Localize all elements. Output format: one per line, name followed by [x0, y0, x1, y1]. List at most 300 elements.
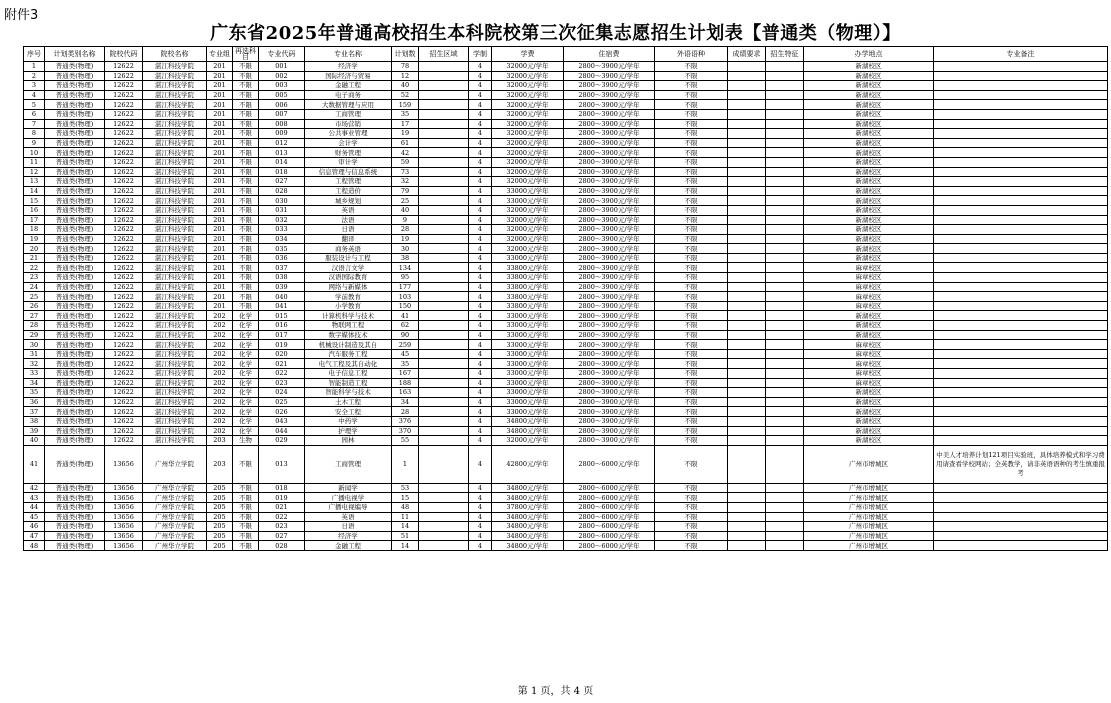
- table-cell: 202: [207, 388, 233, 398]
- table-cell: 11: [392, 512, 419, 522]
- table-cell: 普通类(物理): [45, 196, 105, 206]
- table-cell: [934, 369, 1108, 379]
- table-cell: [766, 253, 804, 263]
- table-cell: 205: [207, 493, 233, 503]
- table-cell: 不限: [233, 253, 259, 263]
- table-cell: 广州市增城区: [804, 502, 934, 512]
- table-cell: 普通类(物理): [45, 215, 105, 225]
- table-cell: 33000元/学年: [492, 321, 564, 331]
- table-row: [24, 416, 1108, 426]
- table-cell: 38: [392, 253, 419, 263]
- table-cell: 广州市增城区: [804, 531, 934, 541]
- table-row: [24, 253, 1108, 263]
- table-cell: 4: [24, 90, 45, 100]
- table-cell: 33000元/学年: [492, 407, 564, 417]
- table-cell: 不限: [655, 426, 728, 436]
- table-cell: 化学: [233, 349, 259, 359]
- table-cell: [934, 138, 1108, 148]
- table-cell: [766, 177, 804, 187]
- table-cell: 湛江科技学院: [143, 109, 207, 119]
- table-cell: 不限: [655, 378, 728, 388]
- table-cell: 普通类(物理): [45, 311, 105, 321]
- table-row: [24, 531, 1108, 541]
- table-cell: 2800～3900元/学年: [564, 407, 655, 417]
- table-cell: [934, 522, 1108, 532]
- table-cell: 普通类(物理): [45, 407, 105, 417]
- table-cell: 205: [207, 502, 233, 512]
- table-cell: 2800～3900元/学年: [564, 321, 655, 331]
- table-cell: 2800～3900元/学年: [564, 138, 655, 148]
- table-cell: 33800元/学年: [492, 263, 564, 273]
- table-cell: 汉语国际教育: [305, 273, 392, 283]
- column-header: 计划类别名称: [45, 47, 105, 62]
- table-cell: 202: [207, 349, 233, 359]
- table-cell: 28: [392, 407, 419, 417]
- table-cell: 普通类(物理): [45, 522, 105, 532]
- table-cell: 湛江科技学院: [143, 436, 207, 446]
- table-cell: 新湖校区: [804, 215, 934, 225]
- table-cell: 4: [469, 359, 492, 369]
- table-row: [24, 81, 1108, 91]
- table-cell: 34800元/学年: [492, 493, 564, 503]
- table-cell: 12622: [105, 292, 143, 302]
- table-cell: 不限: [655, 340, 728, 350]
- table-cell: [766, 330, 804, 340]
- table-cell: 不限: [233, 522, 259, 532]
- table-cell: [934, 90, 1108, 100]
- table-cell: 15: [24, 196, 45, 206]
- table-cell: 4: [469, 502, 492, 512]
- table-cell: 4: [469, 81, 492, 91]
- table-cell: 202: [207, 378, 233, 388]
- table-cell: 新湖校区: [804, 225, 934, 235]
- table-cell: 201: [207, 119, 233, 129]
- table-cell: [419, 502, 469, 512]
- table-cell: 新湖校区: [804, 90, 934, 100]
- table-cell: 007: [259, 109, 305, 119]
- table-cell: 麻章校区: [804, 292, 934, 302]
- table-cell: [766, 388, 804, 398]
- table-cell: 12622: [105, 273, 143, 283]
- table-cell: 32000元/学年: [492, 109, 564, 119]
- table-cell: 湛江科技学院: [143, 407, 207, 417]
- table-cell: 新湖校区: [804, 311, 934, 321]
- table-cell: 不限: [233, 225, 259, 235]
- table-cell: 12622: [105, 263, 143, 273]
- table-cell: 不限: [233, 512, 259, 522]
- table-cell: [766, 244, 804, 254]
- table-cell: 化学: [233, 416, 259, 426]
- table-cell: 湛江科技学院: [143, 263, 207, 273]
- table-cell: 4: [469, 541, 492, 551]
- table-cell: [766, 397, 804, 407]
- table-cell: 33800元/学年: [492, 292, 564, 302]
- table-cell: 新湖校区: [804, 119, 934, 129]
- table-cell: 2800～3900元/学年: [564, 378, 655, 388]
- table-cell: 普通类(物理): [45, 493, 105, 503]
- table-cell: [419, 311, 469, 321]
- table-cell: 普通类(物理): [45, 71, 105, 81]
- table-cell: 4: [469, 71, 492, 81]
- table-cell: 普通类(物理): [45, 397, 105, 407]
- table-cell: [934, 71, 1108, 81]
- table-cell: 14: [392, 522, 419, 532]
- table-cell: 12622: [105, 109, 143, 119]
- table-cell: 园林: [305, 436, 392, 446]
- table-cell: 不限: [233, 205, 259, 215]
- table-cell: [766, 292, 804, 302]
- table-cell: 177: [392, 282, 419, 292]
- table-cell: 018: [259, 167, 305, 177]
- table-cell: 2800～3900元/学年: [564, 129, 655, 139]
- table-cell: 普通类(物理): [45, 340, 105, 350]
- table-cell: [934, 244, 1108, 254]
- table-cell: 25: [392, 196, 419, 206]
- table-cell: 新湖校区: [804, 234, 934, 244]
- table-cell: 17: [392, 119, 419, 129]
- table-cell: [934, 119, 1108, 129]
- table-cell: 不限: [655, 301, 728, 311]
- table-cell: [419, 205, 469, 215]
- table-cell: 16: [24, 205, 45, 215]
- table-cell: 广州市增城区: [804, 445, 934, 483]
- table-cell: 201: [207, 273, 233, 283]
- table-row: [24, 436, 1108, 446]
- table-cell: 4: [469, 119, 492, 129]
- table-cell: [728, 292, 766, 302]
- table-cell: 湛江科技学院: [143, 186, 207, 196]
- table-cell: 普通类(物理): [45, 349, 105, 359]
- table-cell: 不限: [655, 196, 728, 206]
- table-cell: 32000元/学年: [492, 81, 564, 91]
- table-cell: 新湖校区: [804, 167, 934, 177]
- table-cell: 33000元/学年: [492, 311, 564, 321]
- table-cell: 12: [24, 167, 45, 177]
- table-cell: 34: [392, 397, 419, 407]
- table-cell: 28: [24, 321, 45, 331]
- table-cell: 不限: [233, 263, 259, 273]
- table-cell: 湛江科技学院: [143, 321, 207, 331]
- table-cell: 2800～3900元/学年: [564, 292, 655, 302]
- attachment-label: 附件3: [4, 8, 39, 23]
- table-cell: 普通类(物理): [45, 129, 105, 139]
- table-cell: 广州市增城区: [804, 522, 934, 532]
- table-cell: [728, 148, 766, 158]
- table-cell: 163: [392, 388, 419, 398]
- table-cell: 62: [392, 321, 419, 331]
- table-cell: 39: [24, 426, 45, 436]
- table-cell: 12622: [105, 177, 143, 187]
- table-cell: 4: [469, 436, 492, 446]
- table-cell: 湛江科技学院: [143, 90, 207, 100]
- table-cell: 33000元/学年: [492, 388, 564, 398]
- table-cell: 12622: [105, 186, 143, 196]
- table-cell: 52: [392, 90, 419, 100]
- table-cell: 1: [392, 445, 419, 483]
- table-cell: [934, 292, 1108, 302]
- table-cell: 201: [207, 177, 233, 187]
- table-row: [24, 340, 1108, 350]
- table-cell: 201: [207, 71, 233, 81]
- table-cell: 麻章校区: [804, 273, 934, 283]
- table-cell: 40: [24, 436, 45, 446]
- table-cell: 041: [259, 301, 305, 311]
- table-cell: 不限: [655, 167, 728, 177]
- column-header: 专业组: [207, 47, 233, 62]
- table-cell: 12622: [105, 196, 143, 206]
- table-cell: 34800元/学年: [492, 531, 564, 541]
- table-cell: [728, 416, 766, 426]
- table-cell: 201: [207, 244, 233, 254]
- table-cell: 不限: [233, 244, 259, 254]
- table-cell: 湛江科技学院: [143, 282, 207, 292]
- table-cell: 智能制造工程: [305, 378, 392, 388]
- table-cell: [766, 71, 804, 81]
- table-cell: 9: [24, 138, 45, 148]
- table-cell: 039: [259, 282, 305, 292]
- table-cell: 普通类(物理): [45, 225, 105, 235]
- table-cell: 新湖校区: [804, 62, 934, 72]
- table-cell: 32000元/学年: [492, 129, 564, 139]
- table-cell: 土木工程: [305, 397, 392, 407]
- table-cell: 12622: [105, 62, 143, 72]
- table-cell: 12: [392, 71, 419, 81]
- table-cell: [934, 301, 1108, 311]
- table-cell: [934, 282, 1108, 292]
- table-cell: 019: [259, 493, 305, 503]
- table-cell: 新湖校区: [804, 138, 934, 148]
- table-cell: 城乡规划: [305, 196, 392, 206]
- table-cell: 35: [392, 359, 419, 369]
- table-cell: 2800～3900元/学年: [564, 71, 655, 81]
- table-cell: 广州华立学院: [143, 531, 207, 541]
- table-cell: [766, 186, 804, 196]
- table-cell: [419, 407, 469, 417]
- table-row: [24, 330, 1108, 340]
- table-cell: [766, 62, 804, 72]
- table-cell: [934, 148, 1108, 158]
- table-cell: [934, 531, 1108, 541]
- table-cell: [766, 81, 804, 91]
- column-header: 计划数: [392, 47, 419, 62]
- table-cell: 2800～3900元/学年: [564, 349, 655, 359]
- table-cell: 普通类(物理): [45, 263, 105, 273]
- table-cell: 麻章校区: [804, 369, 934, 379]
- table-cell: 023: [259, 378, 305, 388]
- table-cell: 33800元/学年: [492, 301, 564, 311]
- table-cell: 32000元/学年: [492, 225, 564, 235]
- table-cell: 167: [392, 369, 419, 379]
- table-cell: 14: [392, 541, 419, 551]
- table-cell: 2800～6000元/学年: [564, 541, 655, 551]
- table-cell: 24: [24, 282, 45, 292]
- table-cell: 广州市增城区: [804, 512, 934, 522]
- table-cell: 23: [24, 273, 45, 283]
- table-cell: 19: [24, 234, 45, 244]
- table-cell: [728, 196, 766, 206]
- table-cell: 湛江科技学院: [143, 330, 207, 340]
- table-cell: [728, 369, 766, 379]
- table-row: [24, 311, 1108, 321]
- table-cell: 湛江科技学院: [143, 292, 207, 302]
- table-cell: 012: [259, 138, 305, 148]
- table-cell: 4: [469, 330, 492, 340]
- table-cell: 商务英语: [305, 244, 392, 254]
- column-header: 院校名称: [143, 47, 207, 62]
- table-cell: 2800～3900元/学年: [564, 109, 655, 119]
- table-cell: 018: [259, 483, 305, 493]
- table-cell: 市场营销: [305, 119, 392, 129]
- table-cell: 4: [469, 196, 492, 206]
- table-cell: 物联网工程: [305, 321, 392, 331]
- table-cell: [766, 273, 804, 283]
- table-cell: [728, 205, 766, 215]
- table-row: [24, 109, 1108, 119]
- column-header: 招生区域: [419, 47, 469, 62]
- table-cell: 4: [469, 234, 492, 244]
- table-cell: [934, 100, 1108, 110]
- table-cell: 10: [24, 148, 45, 158]
- table-cell: [728, 502, 766, 512]
- table-cell: 33000元/学年: [492, 186, 564, 196]
- table-cell: 42: [24, 483, 45, 493]
- table-row: [24, 388, 1108, 398]
- table-cell: 日语: [305, 522, 392, 532]
- table-cell: [728, 349, 766, 359]
- table-cell: 计算机科学与技术: [305, 311, 392, 321]
- table-cell: [419, 445, 469, 483]
- table-cell: 201: [207, 282, 233, 292]
- table-cell: 32000元/学年: [492, 119, 564, 129]
- table-cell: [934, 273, 1108, 283]
- table-cell: 4: [469, 426, 492, 436]
- table-cell: 不限: [233, 109, 259, 119]
- table-cell: 广州华立学院: [143, 493, 207, 503]
- table-cell: 202: [207, 340, 233, 350]
- table-row: [24, 512, 1108, 522]
- table-cell: 008: [259, 119, 305, 129]
- table-cell: 4: [469, 369, 492, 379]
- table-cell: 湛江科技学院: [143, 397, 207, 407]
- table-cell: 不限: [655, 445, 728, 483]
- table-cell: [728, 71, 766, 81]
- table-cell: 4: [469, 445, 492, 483]
- table-cell: 不限: [233, 186, 259, 196]
- table-row: [24, 234, 1108, 244]
- table-row: [24, 301, 1108, 311]
- table-cell: 025: [259, 397, 305, 407]
- table-cell: 201: [207, 263, 233, 273]
- table-cell: 法语: [305, 215, 392, 225]
- table-cell: [419, 186, 469, 196]
- column-header: 序号: [24, 47, 45, 62]
- table-cell: 41: [24, 445, 45, 483]
- table-cell: 电子商务: [305, 90, 392, 100]
- table-cell: 202: [207, 359, 233, 369]
- table-cell: 12622: [105, 167, 143, 177]
- table-cell: 134: [392, 263, 419, 273]
- table-cell: [934, 502, 1108, 512]
- table-cell: 12622: [105, 81, 143, 91]
- table-cell: [419, 109, 469, 119]
- table-cell: 022: [259, 512, 305, 522]
- table-cell: 化学: [233, 378, 259, 388]
- table-header-row: [24, 47, 1108, 62]
- table-cell: [934, 109, 1108, 119]
- table-cell: 普通类(物理): [45, 157, 105, 167]
- table-cell: 29: [24, 330, 45, 340]
- table-cell: [728, 321, 766, 331]
- table-cell: 4: [469, 301, 492, 311]
- table-cell: 2800～6000元/学年: [564, 502, 655, 512]
- table-cell: [419, 292, 469, 302]
- table-cell: [766, 493, 804, 503]
- table-cell: 不限: [655, 119, 728, 129]
- table-cell: 普通类(物理): [45, 416, 105, 426]
- table-cell: 2800～3900元/学年: [564, 397, 655, 407]
- table-cell: 006: [259, 100, 305, 110]
- table-cell: 湛江科技学院: [143, 349, 207, 359]
- table-cell: 59: [392, 157, 419, 167]
- table-cell: 4: [469, 483, 492, 493]
- table-cell: 麻章校区: [804, 301, 934, 311]
- table-cell: 028: [259, 186, 305, 196]
- table-cell: [934, 397, 1108, 407]
- table-cell: 17: [24, 215, 45, 225]
- table-cell: 4: [469, 407, 492, 417]
- table-cell: 不限: [233, 541, 259, 551]
- table-cell: 学前教育: [305, 292, 392, 302]
- table-cell: 33000元/学年: [492, 369, 564, 379]
- table-cell: [934, 321, 1108, 331]
- table-cell: 12622: [105, 321, 143, 331]
- table-cell: 37: [24, 407, 45, 417]
- table-cell: 机械设计制造及其自: [305, 340, 392, 350]
- table-cell: 2800～3900元/学年: [564, 388, 655, 398]
- table-cell: 026: [259, 407, 305, 417]
- table-cell: 不限: [655, 493, 728, 503]
- table-cell: 4: [469, 292, 492, 302]
- table-cell: [766, 407, 804, 417]
- table-cell: [728, 90, 766, 100]
- table-cell: 普通类(物理): [45, 148, 105, 158]
- table-cell: [766, 340, 804, 350]
- table-cell: 不限: [655, 71, 728, 81]
- column-header: 招生特征: [766, 47, 804, 62]
- table-cell: [934, 81, 1108, 91]
- table-cell: [419, 62, 469, 72]
- table-cell: [728, 177, 766, 187]
- table-cell: 32000元/学年: [492, 62, 564, 72]
- table-cell: [934, 426, 1108, 436]
- table-cell: [728, 100, 766, 110]
- table-cell: 26: [24, 301, 45, 311]
- table-cell: 2800～3900元/学年: [564, 330, 655, 340]
- table-cell: [934, 388, 1108, 398]
- table-cell: 不限: [655, 321, 728, 331]
- table-cell: [419, 321, 469, 331]
- table-cell: 32000元/学年: [492, 138, 564, 148]
- table-cell: 化学: [233, 330, 259, 340]
- table-cell: 化学: [233, 388, 259, 398]
- table-cell: [934, 483, 1108, 493]
- table-cell: 7: [24, 119, 45, 129]
- table-cell: [728, 330, 766, 340]
- table-cell: 2800～3900元/学年: [564, 282, 655, 292]
- column-header: 专业名称: [305, 47, 392, 62]
- table-cell: 广州市增城区: [804, 541, 934, 551]
- table-cell: 国际经济与贸易: [305, 71, 392, 81]
